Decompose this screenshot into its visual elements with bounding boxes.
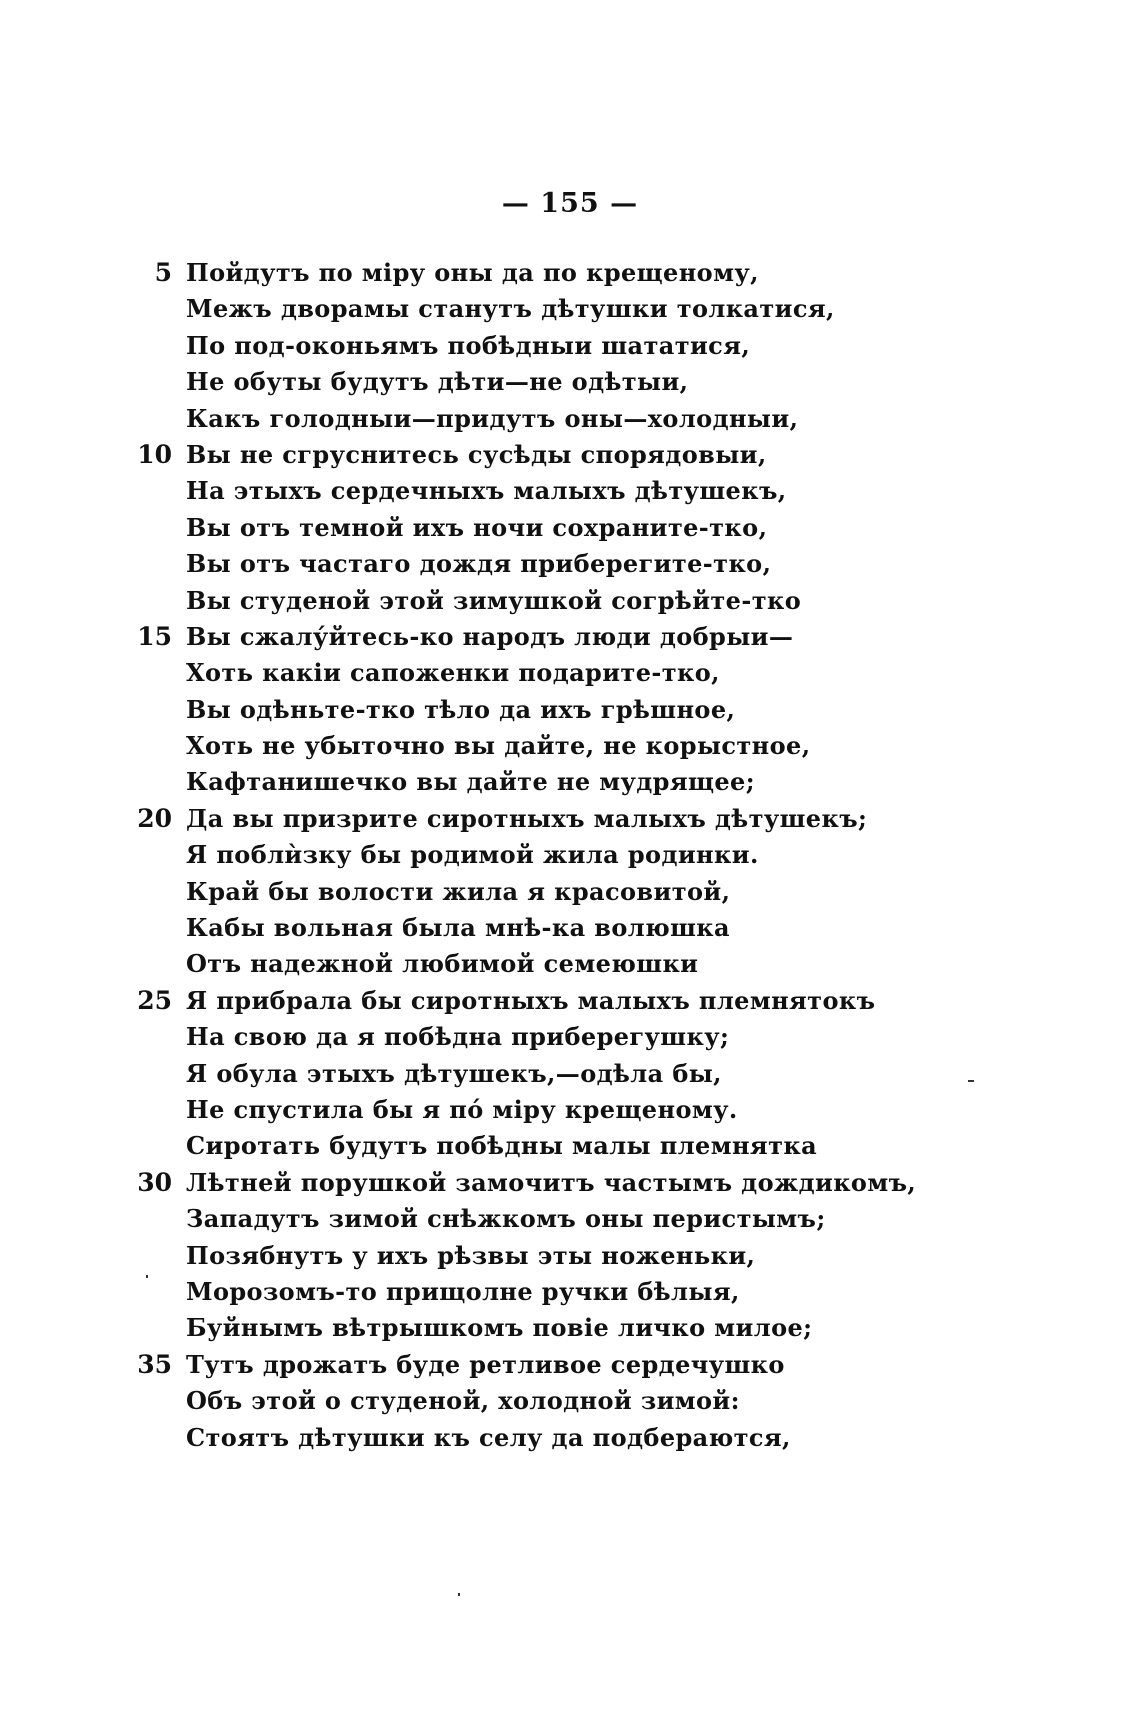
- poem-line: [0, 1420, 1140, 1456]
- line-text: Я прибрала бы сиротныхъ малыхъ племнятокъ: [186, 985, 876, 1015]
- poem-line: [0, 1019, 1140, 1055]
- margin-speck: [146, 1275, 148, 1278]
- line-text: Какъ голодныи—придутъ оны—холодныи,: [186, 403, 799, 433]
- line-number: 35: [137, 1349, 172, 1379]
- poem-line: [0, 801, 1140, 837]
- poem-line: [0, 364, 1140, 400]
- line-number: 10: [137, 439, 172, 469]
- poem-body: [0, 255, 1140, 1456]
- line-text: Вы отъ частаго дождя приберегите-тко,: [186, 549, 772, 579]
- poem-line: [0, 255, 1140, 291]
- line-text: Хоть не убыточно вы дайте, не корыстное,: [186, 731, 811, 761]
- line-text: По под-оконьямъ побѣдныи шататися,: [186, 330, 751, 360]
- poem-line: [0, 1383, 1140, 1419]
- line-text: Межъ дворамы станутъ дѣтушки толкатися,: [186, 294, 835, 324]
- line-text: Стоятъ дѣтушки къ селу да подбераются,: [186, 1422, 791, 1452]
- line-number: 20: [137, 803, 172, 833]
- line-number: 30: [137, 1167, 172, 1197]
- poem-line: [0, 619, 1140, 655]
- poem-line: [0, 328, 1140, 364]
- margin-speck: [458, 1593, 460, 1596]
- line-text: Буйнымъ вѣтрышкомъ повіе личко милое;: [186, 1313, 813, 1343]
- line-text: На свою да я побѣдна приберегушку;: [186, 1022, 730, 1052]
- line-text: Отъ надежной любимой семеюшки: [186, 949, 699, 979]
- line-number: 25: [137, 985, 172, 1015]
- poem-line: [0, 437, 1140, 473]
- line-text: Край бы волости жила я красовитой,: [186, 876, 731, 906]
- line-text: Пойдутъ по міру оны да по крещеному,: [186, 258, 759, 287]
- line-text: Позябнутъ у ихъ рѣзвы эты ноженьки,: [186, 1240, 756, 1270]
- line-text: Тутъ дрожатъ буде ретливое сердечушко: [186, 1349, 785, 1379]
- line-number: 5: [154, 258, 172, 287]
- line-text: Не обуты будутъ дѣти—не одѣтыи,: [186, 367, 689, 397]
- poem-line: [0, 1092, 1140, 1128]
- poem-line: [0, 874, 1140, 910]
- line-text: Объ этой о студеной, холодной зимой:: [186, 1386, 740, 1416]
- poem-line: [0, 1201, 1140, 1237]
- poem-line: [0, 728, 1140, 764]
- margin-speck: [968, 1080, 974, 1082]
- page-number: — 155 —: [501, 188, 639, 219]
- poem-line: [0, 692, 1140, 728]
- poem-line: [0, 837, 1140, 873]
- poem-line: [0, 764, 1140, 800]
- line-text: Я поблѝзку бы родимой жила родинки.: [186, 840, 759, 870]
- poem-line: [0, 1310, 1140, 1346]
- poem-line: [0, 1128, 1140, 1164]
- poem-line: [0, 1056, 1140, 1092]
- poem-line: [0, 946, 1140, 982]
- poem-line: [0, 583, 1140, 619]
- line-text: Вы отъ темной ихъ ночи сохраните-тко,: [186, 512, 768, 542]
- line-text: Да вы призрите сиротныхъ малыхъ дѣтушекъ;: [186, 803, 868, 833]
- line-text: Хоть какіи сапоженки подарите-тко,: [186, 658, 720, 688]
- poem-line: [0, 473, 1140, 509]
- line-text: Кабы вольная была мнѣ-ка волюшка: [186, 913, 730, 943]
- poem-line: [0, 1347, 1140, 1383]
- line-text: Сиротать будутъ побѣдны малы племнятка: [186, 1131, 818, 1161]
- poem-line: [0, 401, 1140, 437]
- line-text: Вы не сгруснитесь сусѣды спорядовыи,: [186, 439, 767, 469]
- poem-line: [0, 983, 1140, 1019]
- poem-line: [0, 510, 1140, 546]
- poem-line: [0, 546, 1140, 582]
- poem-line: [0, 291, 1140, 327]
- poem-line: [0, 910, 1140, 946]
- line-number: 15: [137, 621, 172, 651]
- line-text: Кафтанишечко вы дайте не мудрящее;: [186, 767, 755, 797]
- line-text: Западутъ зимой снѣжкомъ оны перистымъ;: [186, 1204, 826, 1234]
- line-text: Не спустила бы я по́ міру крещеному.: [186, 1094, 738, 1124]
- line-text: Лѣтней порушкой замочитъ частымъ дождикомъ,: [186, 1167, 917, 1197]
- line-text: Вы студеной этой зимушкой согрѣйте-тко: [186, 585, 802, 615]
- poem-line: [0, 655, 1140, 691]
- poem-line: [0, 1274, 1140, 1310]
- line-text: Я обула этыхъ дѣтушекъ,—одѣла бы,: [186, 1058, 722, 1088]
- poem-line: [0, 1165, 1140, 1201]
- line-text: Вы сжалу́йтесь-ко народъ люди добрыи—: [186, 621, 794, 651]
- line-text: На этыхъ сердечныхъ малыхъ дѣтушекъ,: [186, 476, 787, 506]
- poem-line: [0, 1238, 1140, 1274]
- line-text: Морозомъ-то прищолне ручки бѣлыя,: [186, 1276, 740, 1306]
- line-text: Вы одѣньте-тко тѣло да ихъ грѣшное,: [186, 694, 736, 724]
